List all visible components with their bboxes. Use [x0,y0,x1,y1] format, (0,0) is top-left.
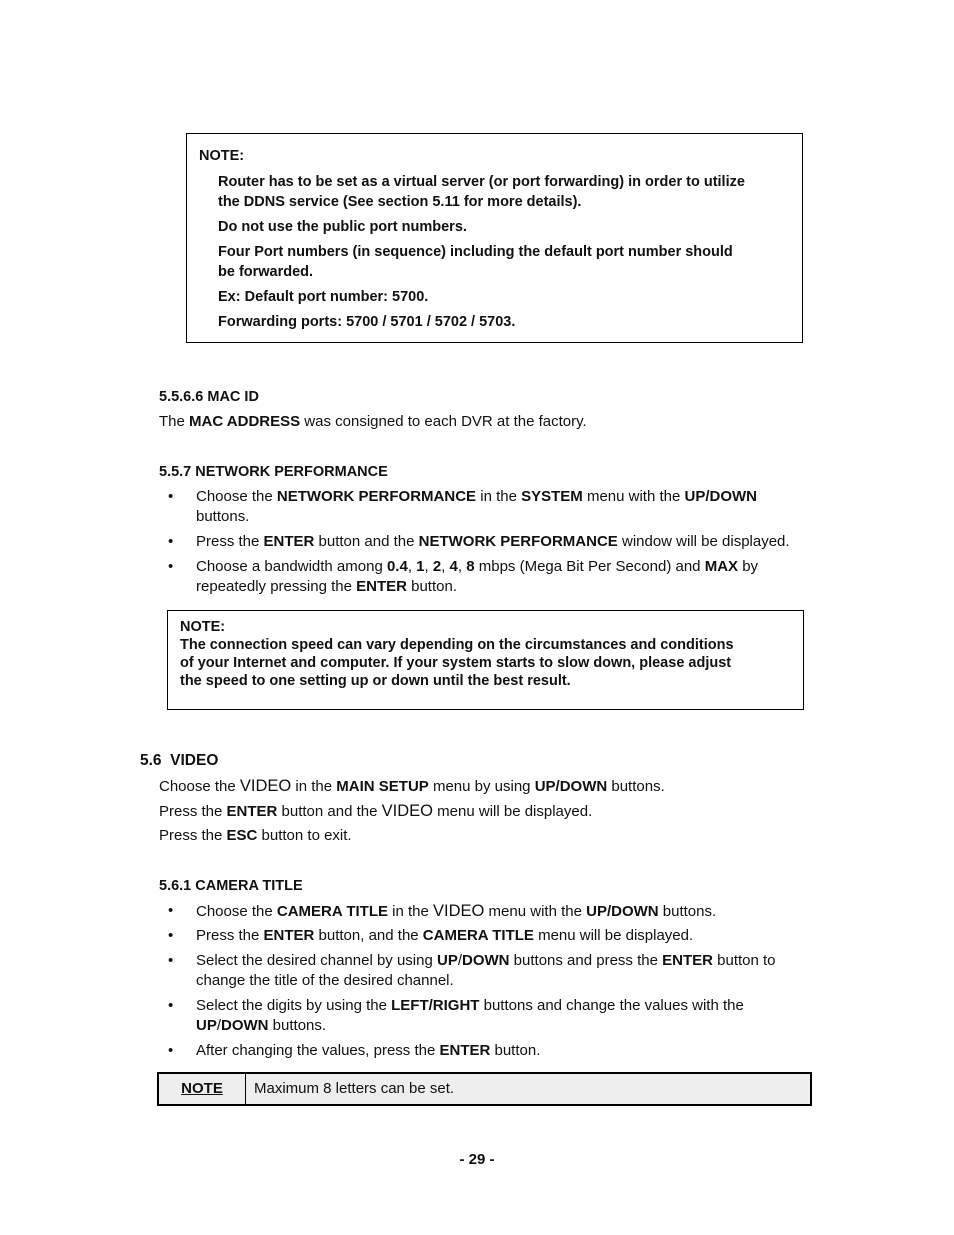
bullet-icon: • [168,558,174,575]
list-item-text: Choose a bandwidth among 0.4, 1, 2, 4, 8 mbps (Mega Bit Per Second) and MAX by repeatedly pressing the ENTER button. [196,558,759,595]
note-box-speed [167,610,804,710]
mac-id-text: The MAC ADDRESS was consigned to each DVR at the factory. [159,413,587,430]
bullet-icon: • [168,927,174,944]
note-title: NOTE: [199,148,245,164]
video-paragraph: Choose the VIDEO in the MAIN SETUP menu by using UP/DOWN buttons. [159,777,665,795]
note-line: Router has to be set as a virtual server (or port forwarding) in order to utilize [218,174,745,190]
page-number: - 29 - [459,1151,495,1168]
note-line: of your Internet and computer. If your system starts to slow down, please adjust [180,655,732,671]
list-item-text: After changing the values, press the ENTER button. [196,1042,541,1059]
section-heading-mac-id: 5.5.6.6 MAC ID [159,389,259,405]
section-heading-video: 5.6 VIDEO [140,752,219,769]
video-paragraph: Press the ESC button to exit. [159,827,352,844]
note-line: Four Port numbers (in sequence) including the default port number should [218,244,733,260]
list-item-text: Select the digits by using the LEFT/RIGHT buttons and change the values with the UP/DOWN buttons. [196,997,744,1034]
list-item-text: Select the desired channel by using UP/DOWN buttons and press the ENTER button to change the title of the desired channel. [196,952,776,989]
bullet-icon: • [168,952,174,969]
note-line: Ex: Default port number: 5700. [218,289,429,305]
list-item-text: Press the ENTER button, and the CAMERA TITLE menu will be displayed. [196,927,694,944]
note-line: Do not use the public port numbers. [218,219,467,235]
note-box-router [186,133,803,343]
note-line: the DDNS service (See section 5.11 for more details). [218,194,582,210]
note-line: The connection speed can vary depending on the circumstances and conditions [180,637,734,653]
note-line: the speed to one setting up or down until the best result. [180,673,571,689]
list-item-text: Choose the CAMERA TITLE in the VIDEO menu with the UP/DOWN buttons. [196,902,717,920]
note-label: NOTE [159,1074,246,1104]
bullet-icon: • [168,533,174,550]
note-text: Maximum 8 letters can be set. [254,1080,455,1097]
bullet-icon: • [168,902,174,919]
note-line: be forwarded. [218,264,314,280]
bullet-icon: • [168,488,174,505]
note-title: NOTE: [180,619,226,635]
section-heading-camera-title: 5.6.1 CAMERA TITLE [159,878,303,894]
bullet-icon: • [168,997,174,1014]
note-line: Forwarding ports: 5700 / 5701 / 5702 / 5703. [218,314,516,330]
note-table-letters [157,1072,812,1106]
list-item-text: Press the ENTER button and the NETWORK PERFORMANCE window will be displayed. [196,533,790,550]
bullet-icon: • [168,1042,174,1059]
section-heading-network-performance: 5.5.7 NETWORK PERFORMANCE [159,464,388,480]
list-item-text: Choose the NETWORK PERFORMANCE in the SYSTEM menu with the UP/DOWN buttons. [196,488,757,525]
video-paragraph: Press the ENTER button and the VIDEO menu will be displayed. [159,802,593,820]
